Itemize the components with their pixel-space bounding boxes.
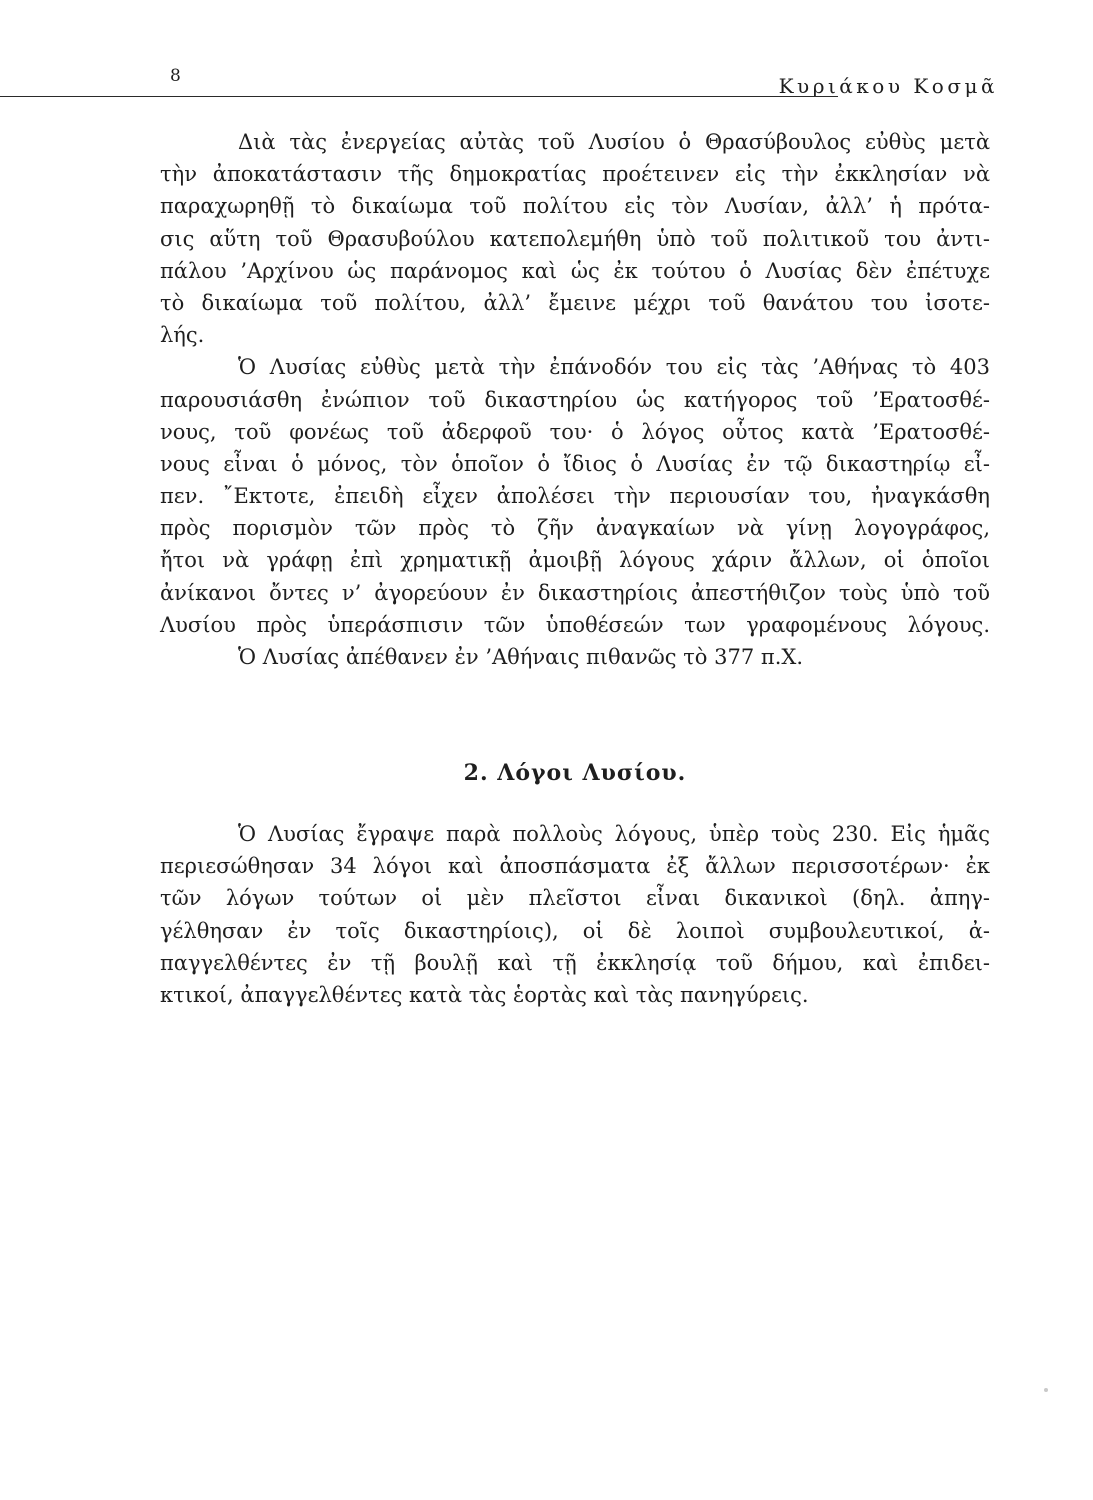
- page-header: [160, 66, 998, 98]
- paper-speck: [1044, 1388, 1048, 1392]
- text-line: τῶν λόγων τούτων οἱ μὲν πλεῖστοι εἶναι δικανικοὶ (δηλ. ἀπηγ-: [160, 886, 990, 911]
- text-line: λής.: [160, 323, 205, 348]
- text-line: νους, τοῦ φονέως τοῦ ἀδερφοῦ του· ὁ λόγος οὗτος κατὰ ’Ερατοσθέ-: [160, 419, 990, 444]
- text-line: ἀνίκανοι ὄντες ν’ ἀγορεύουν ἐν δικαστηρίοις ἀπεστήθιζον τοὺς ὑπὸ τοῦ: [160, 580, 990, 605]
- text-line: ἤτοι νὰ γράφῃ ἐπὶ χρηματικῇ ἀμοιβῇ λόγους χάριν ἄλλων, οἱ ὁποῖοι: [160, 548, 990, 573]
- text-line: τὴν ἀποκατάστασιν τῆς δημοκρατίας προέτεινεν εἰς τὴν ἐκκλησίαν νὰ: [160, 162, 990, 187]
- text-line: γέλθησαν ἐν τοῖς δικαστηρίοις), οἱ δὲ λοιποὶ συμβουλευτικοί, ἀ-: [160, 918, 990, 943]
- text-line: νους εἶναι ὁ μόνος, τὸν ὁποῖον ὁ ἴδιος ὁ Λυσίας ἐν τῷ δικαστηρίῳ εἶ-: [160, 451, 990, 476]
- text-line: τὸ δικαίωμα τοῦ πολίτου, ἀλλ’ ἔμεινε μέχρι τοῦ θανάτου του ἰσοτε-: [160, 290, 990, 315]
- text-line: Ὁ Λυσίας ἔγραψε παρὰ πολλοὺς λόγους, ὑπὲρ τοὺς 230. Εἰς ἡμᾶς: [238, 822, 990, 846]
- body-text-top: [160, 126, 990, 673]
- page-number: 8: [170, 66, 181, 86]
- text-line: Ὁ Λυσίας εὐθὺς μετὰ τὴν ἐπάνοδόν του εἰς τὰς ’Αθήνας τὸ 403: [238, 355, 990, 380]
- text-line: Ὁ Λυσίας ἀπέθανεν ἐν ’Αθήναις πιθανῶς τὸ 377 π.Χ.: [238, 645, 803, 669]
- text-line: σις αὕτη τοῦ Θρασυβούλου κατεπολεμήθη ὑπὸ τοῦ πολιτικοῦ του ἀντι-: [160, 226, 990, 251]
- text-line: Λυσίου πρὸς ὑπεράσπισιν τῶν ὑποθέσεών των γραφομένους λόγους.: [160, 612, 990, 637]
- text-line: πεν. ῎Εκτοτε, ἐπειδὴ εἶχεν ἀπολέσει τὴν περιουσίαν του, ἠναγκάσθη: [160, 484, 990, 509]
- section-heading: 2. Λόγοι Λυσίου.: [463, 760, 687, 786]
- text-line: περιεσώθησαν 34 λόγοι καὶ ἀποσπάσματα ἐξ ἄλλων περισσοτέρων· ἐκ: [160, 854, 990, 879]
- running-head: Κυριάκου Κοσμᾶ: [778, 74, 998, 98]
- text-line: Διὰ τὰς ἐνεργείας αὐτὰς τοῦ Λυσίου ὁ Θρασύβουλος εὐθὺς μετὰ: [238, 130, 990, 154]
- text-line: πρὸς πορισμὸν τῶν πρὸς τὸ ζῆν ἀναγκαίων νὰ γίνῃ λογογράφος,: [160, 516, 990, 541]
- text-line: πάλου ’Αρχίνου ὡς παράνομος καὶ ὡς ἐκ τούτου ὁ Λυσίας δὲν ἐπέτυχε: [160, 258, 990, 283]
- text-line: παραχωρηθῇ τὸ δικαίωμα τοῦ πολίτου εἰς τὸν Λυσίαν, ἀλλ’ ἡ πρότα-: [160, 194, 990, 219]
- text-line: παρουσιάσθη ἐνώπιον τοῦ δικαστηρίου ὡς κατήγορος τοῦ ’Ερατοσθέ-: [160, 387, 990, 412]
- header-rule: [0, 96, 838, 97]
- text-line: κτικοί, ἀπαγγελθέντες κατὰ τὰς ἑορτὰς καὶ τὰς πανηγύρεις.: [160, 982, 809, 1007]
- body-text-bottom: [160, 818, 990, 1011]
- text-line: παγγελθέντες ἐν τῇ βουλῇ καὶ τῇ ἐκκλησίᾳ τοῦ δήμου, καὶ ἐπιδει-: [160, 950, 990, 975]
